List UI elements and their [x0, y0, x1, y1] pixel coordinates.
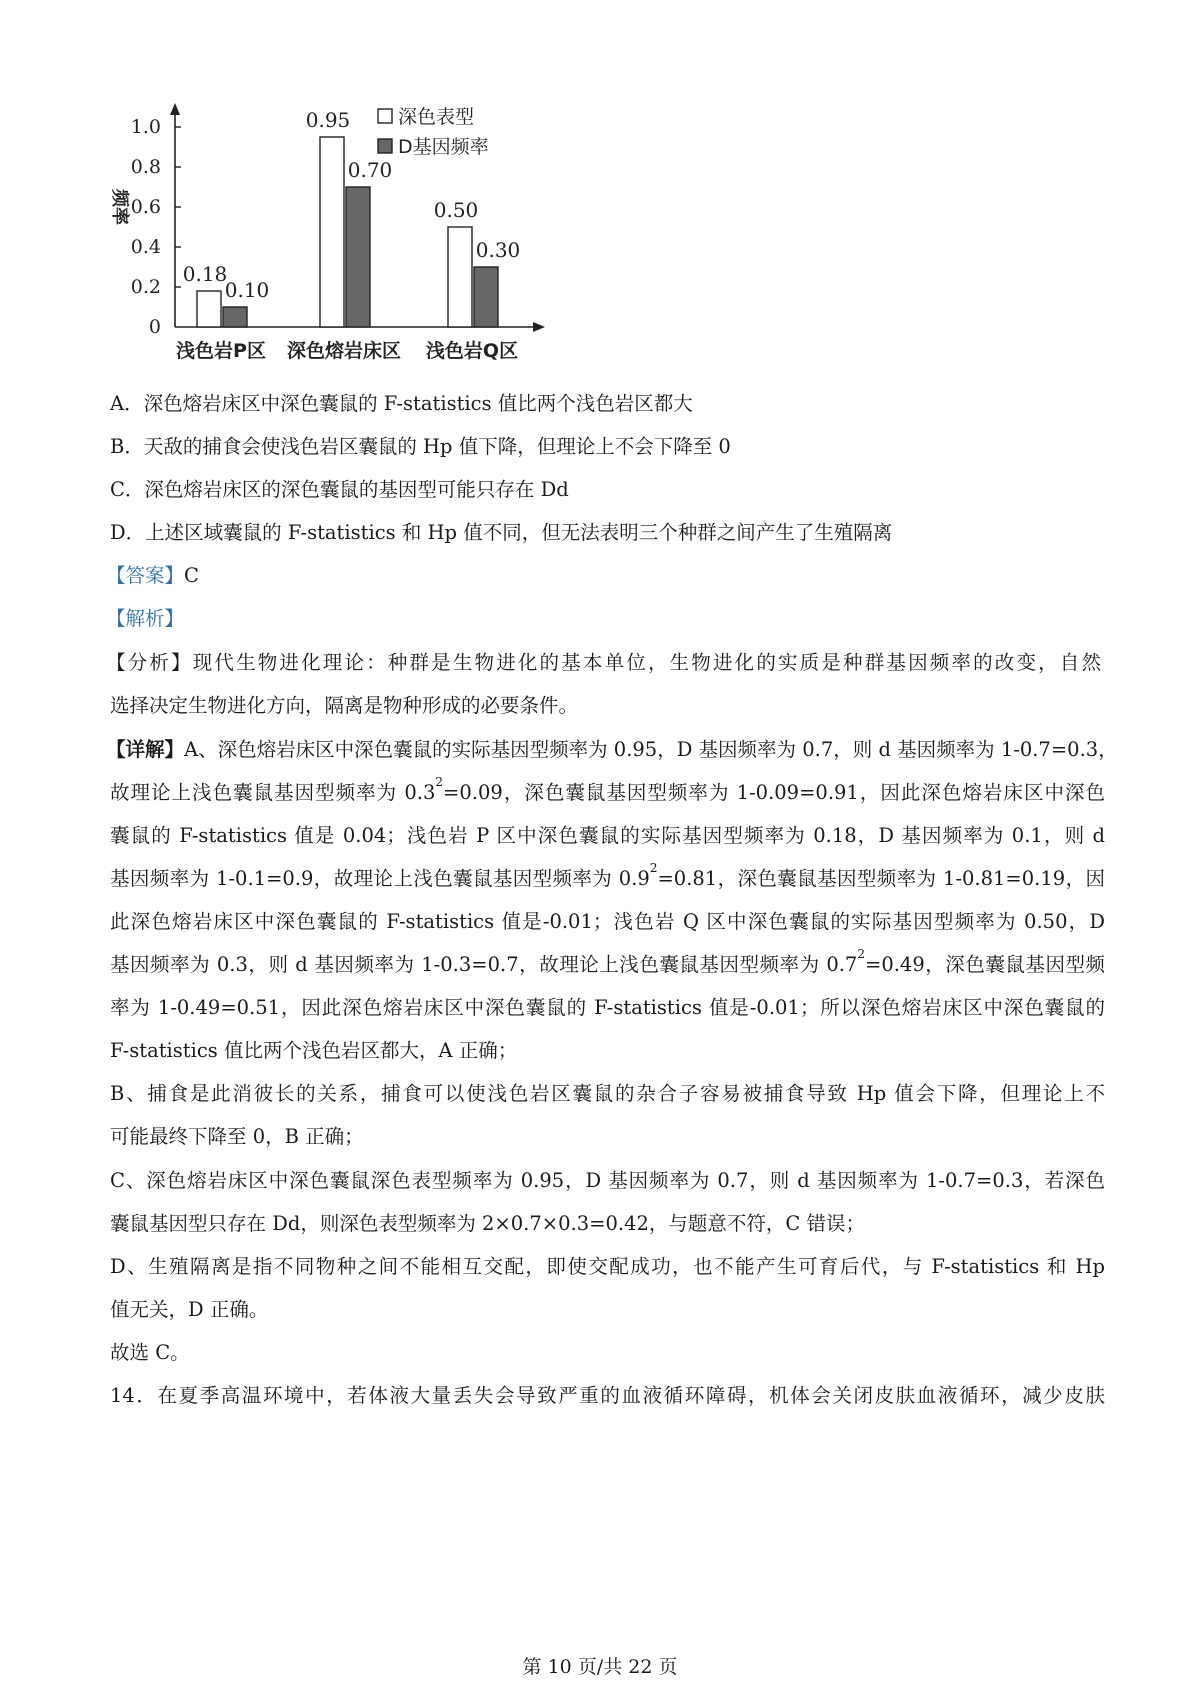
detail-d-line-2: 值无关，D 正确。 — [110, 1298, 269, 1321]
bar — [474, 267, 498, 327]
data-label: 0.10 — [224, 278, 270, 302]
data-label: 0.50 — [433, 198, 479, 222]
detail-line-2: 故理论上浅色囊鼠基因型频率为 $0.3^2=0.09$，深色囊鼠基因型频率为 1-0.09=0.91，因此深色熔岩床区中深色 — [110, 775, 1105, 804]
y-tick-label: 0.6 — [130, 196, 161, 218]
option-b: B．天敌的捕食会使浅色岩区囊鼠的 Hp 值下降，但理论上不会下降至 0 — [110, 435, 731, 458]
x-tick-label: 浅色岩P区 — [176, 340, 266, 362]
detail-line-5: 此深色熔岩床区中深色囊鼠的 F-statistics 值是-0.01；浅色岩 Q 区中深色囊鼠的实际基因型频率为 0.50，D — [110, 910, 1105, 933]
detail-d-line-1: D、生殖隔离是指不同物种之间不能相互交配，即使交配成功，也不能产生可育后代，与 F-statistics 和 Hp — [110, 1255, 1105, 1278]
legend-label: D基因频率 — [398, 136, 489, 158]
detail-c-line-2: 囊鼠基因型只存在 Dd，则深色表型频率为 2×0.7×0.3=0.42，与题意不符，C 错误； — [110, 1212, 865, 1235]
detail-line-7: 率为 1-0.49=0.51，因此深色熔岩床区中深色囊鼠的 F-statistics 值是-0.01；所以深色熔岩床区中深色囊鼠的 — [110, 996, 1105, 1019]
bar — [223, 307, 247, 327]
bar-chart — [100, 95, 580, 405]
chart-legend — [378, 106, 489, 158]
detail-line-8: F-statistics 值比两个浅色岩区都大，A 正确； — [110, 1039, 518, 1062]
answer-tag: 【答案】 — [106, 564, 185, 587]
x-tick-label: 浅色岩Q区 — [425, 340, 519, 362]
y-axis-label: 频率 — [109, 189, 130, 225]
detail-b-line-1: B、捕食是此消彼长的关系，捕食可以使浅色岩区囊鼠的杂合子容易被捕食导致 Hp 值会下降，但理论上不 — [110, 1082, 1105, 1105]
conclusion: 故选 C。 — [110, 1341, 190, 1364]
detail-b-line-2: 可能最终下降至 0，B 正确； — [110, 1125, 364, 1148]
y-tick-label: 0 — [148, 316, 161, 338]
y-tick-label: 0.2 — [130, 276, 161, 298]
data-label: 0.18 — [182, 262, 228, 286]
legend-swatch — [378, 109, 392, 123]
bar — [320, 137, 344, 327]
detail-line-3: 囊鼠的 F-statistics 值是 0.04；浅色岩 P 区中深色囊鼠的实际基因型频率为 0.18，D 基因频率为 0.1，则 d — [110, 824, 1105, 847]
bar — [448, 227, 472, 327]
y-tick-label: 1.0 — [130, 116, 161, 138]
detail-line-1: 【详解】A、深色熔岩床区中深色囊鼠的实际基因型频率为 0.95，D 基因频率为 0.7，则 d 基因频率为 1-0.7=0.3， — [106, 738, 1118, 761]
analysis-tag: 【解析】 — [106, 607, 185, 630]
fenxi-line-2: 选择决定生物进化方向，隔离是物种形成的必要条件。 — [110, 694, 579, 717]
x-axis-arrow — [533, 322, 545, 332]
option-a: A．深色熔岩床区中深色囊鼠的 F-statistics 值比两个浅色岩区都大 — [110, 392, 693, 415]
y-tick-label: 0.8 — [130, 156, 161, 178]
bar — [197, 291, 221, 327]
answer-value: C — [184, 564, 199, 587]
next-question: 14．在夏季高温环境中，若体液大量丢失会导致严重的血液循环障碍，机体会关闭皮肤血液循环，减少皮肤 — [110, 1384, 1105, 1407]
detail-c-line-1: C、深色熔岩床区中深色囊鼠深色表型频率为 0.95，D 基因频率为 0.7，则 d 基因频率为 1-0.7=0.3，若深色 — [110, 1169, 1105, 1192]
fenxi-line-1: 【分析】现代生物进化理论：种群是生物进化的基本单位，生物进化的实质是种群基因频率的改变，自然 — [106, 651, 1101, 674]
legend-label: 深色表型 — [398, 106, 475, 128]
detail-line-4: 基因频率为 1-0.1=0.9，故理论上浅色囊鼠基因型频率为 $0.9^2=0.81$，深色囊鼠基因型频率为 1-0.81=0.19，因 — [110, 861, 1105, 890]
y-axis-arrow — [170, 103, 180, 115]
detail-line-6: 基因频率为 0.3，则 d 基因频率为 1-0.3=0.7，故理论上浅色囊鼠基因型频率为 $0.7^2=0.49$，深色囊鼠基因型频 — [110, 947, 1105, 976]
data-label: 0.70 — [347, 158, 393, 182]
page-footer: 第 10 页/共 22 页 — [522, 1656, 678, 1678]
option-c: C．深色熔岩床区的深色囊鼠的基因型可能只存在 Dd — [110, 478, 569, 501]
fenxi-tag: 【分析】 — [106, 651, 193, 674]
x-tick-label: 深色熔岩床区 — [286, 340, 402, 362]
data-label: 0.30 — [475, 238, 521, 262]
y-tick-label: 0.4 — [130, 236, 161, 258]
option-d: D．上述区域囊鼠的 F-statistics 和 Hp 值不同，但无法表明三个种群之间产生了生殖隔离 — [110, 521, 893, 544]
answer-line — [106, 560, 199, 588]
legend-swatch — [378, 139, 392, 153]
bar — [346, 187, 370, 327]
detail-tag: 【详解】 — [106, 738, 185, 761]
data-label: 0.95 — [305, 108, 351, 132]
